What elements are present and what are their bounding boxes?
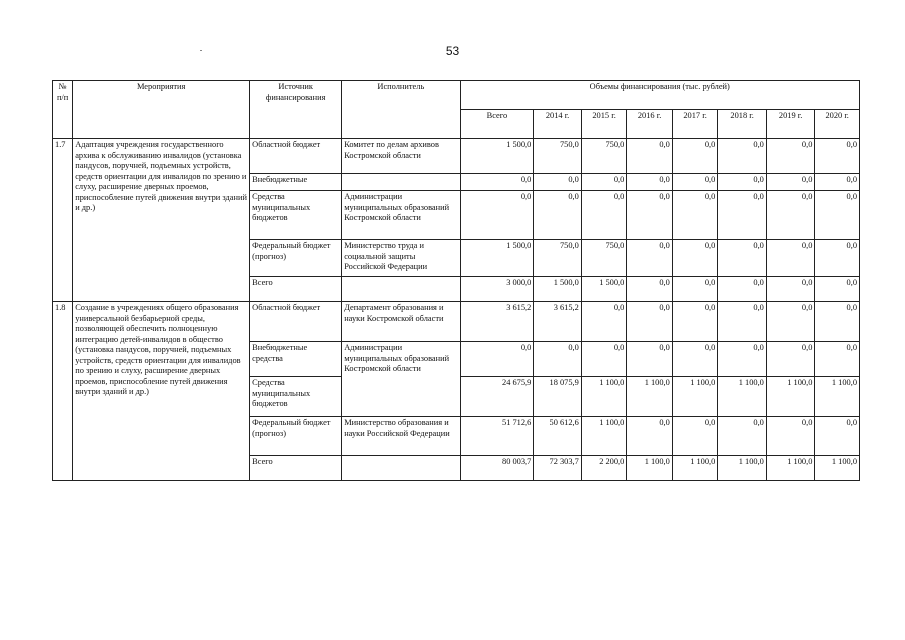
value-cell: 1 100,0 [672, 456, 718, 481]
value-cell: 0,0 [815, 139, 860, 174]
value-cell: 0,0 [718, 174, 767, 191]
funding-source: Всего [250, 277, 342, 302]
value-cell: 1 500,0 [581, 277, 627, 302]
funding-source: Всего [250, 456, 342, 481]
header-year-cell: 2014 г. [534, 110, 582, 139]
value-cell: 0,0 [766, 277, 815, 302]
funding-source: Внебюджетные [250, 174, 342, 191]
value-cell: 18 075,9 [534, 377, 582, 417]
value-cell: 0,0 [766, 302, 815, 342]
value-cell: 1 100,0 [581, 377, 627, 417]
value-cell: 3 615,2 [460, 302, 534, 342]
item-number: 1.7 [53, 139, 73, 302]
value-cell: 0,0 [718, 139, 767, 174]
value-cell: 0,0 [460, 174, 534, 191]
value-cell: 0,0 [534, 174, 582, 191]
executor: Министерство образования и науки Российской Федерации [342, 417, 460, 456]
value-cell: 3 615,2 [534, 302, 582, 342]
value-cell: 0,0 [627, 277, 673, 302]
value-cell: 1 100,0 [581, 417, 627, 456]
value-cell: 750,0 [581, 139, 627, 174]
value-cell: 0,0 [627, 240, 673, 277]
header-year-cell: 2015 г. [581, 110, 627, 139]
funding-source: Областной бюджет [250, 302, 342, 342]
value-cell: 0,0 [766, 191, 815, 240]
value-cell: 0,0 [815, 417, 860, 456]
value-cell: 0,0 [718, 342, 767, 377]
header-volumes: Объемы финансирования (тыс. рублей) [460, 81, 860, 110]
header-year-cell: 2016 г. [627, 110, 673, 139]
executor: Администрации муниципальных образований Костромской области [342, 191, 460, 240]
value-cell: 0,0 [627, 174, 673, 191]
executor: Администрации муниципальных образований Костромской области [342, 342, 460, 417]
value-cell: 1 500,0 [460, 139, 534, 174]
value-cell: 750,0 [534, 139, 582, 174]
value-cell: 0,0 [627, 342, 673, 377]
value-cell: 0,0 [672, 240, 718, 277]
financing-table [52, 80, 860, 481]
value-cell: 0,0 [815, 174, 860, 191]
scan-speck [200, 50, 202, 51]
value-cell: 1 500,0 [460, 240, 534, 277]
value-cell: 72 303,7 [534, 456, 582, 481]
value-cell: 0,0 [534, 191, 582, 240]
activity-description: Адаптация учреждения государственного архива к обслуживанию инвалидов (установка пандусов, поручней, подъемных устройств, средств ориентации для инвалидов по зрению и слуху, расширение дверных проемов, приспособление путей движения внутри зданий и др.) [73, 139, 250, 302]
funding-source: Федеральный бюджет (прогноз) [250, 417, 342, 456]
item-number: 1.8 [53, 302, 73, 481]
funding-source: Средства муниципальных бюджетов [250, 377, 342, 417]
header-row [53, 81, 860, 110]
value-cell: 0,0 [460, 342, 534, 377]
header-source: Источник финансирования [250, 81, 342, 139]
table-row [53, 139, 860, 174]
value-cell: 80 003,7 [460, 456, 534, 481]
header-year-cell: 2020 г. [815, 110, 860, 139]
value-cell: 0,0 [672, 417, 718, 456]
header-year-cell: 2017 г. [672, 110, 718, 139]
value-cell: 0,0 [672, 174, 718, 191]
value-cell: 0,0 [766, 240, 815, 277]
value-cell: 0,0 [672, 342, 718, 377]
value-cell: 50 612,6 [534, 417, 582, 456]
header-year-cell: 2018 г. [718, 110, 767, 139]
executor: Департамент образования и науки Костромской области [342, 302, 460, 342]
executor [342, 456, 460, 481]
value-cell: 0,0 [815, 240, 860, 277]
value-cell: 0,0 [534, 342, 582, 377]
value-cell: 3 000,0 [460, 277, 534, 302]
funding-source: Федеральный бюджет (прогноз) [250, 240, 342, 277]
value-cell: 0,0 [627, 302, 673, 342]
value-cell: 0,0 [672, 277, 718, 302]
value-cell: 1 100,0 [815, 456, 860, 481]
value-cell: 0,0 [718, 302, 767, 342]
value-cell: 0,0 [815, 277, 860, 302]
value-cell: 0,0 [718, 191, 767, 240]
header-year-cell: Всего [460, 110, 534, 139]
value-cell: 1 500,0 [534, 277, 582, 302]
value-cell: 0,0 [672, 191, 718, 240]
header-executor: Исполнитель [342, 81, 460, 139]
table-row [53, 302, 860, 342]
value-cell: 0,0 [815, 191, 860, 240]
executor: Министерство труда и социальной защиты Российской Федерации [342, 240, 460, 277]
activity-description: Создание в учреждениях общего образования универсальной безбарьерной среды, позволяющей обеспечить полноценную интеграцию детей-инвалидов в общество (установка пандусов, поручней, подъемных устройств, средств ориентации для инвалидов по зрению и слуху, расширение дверных проемов, приспособление путей движения внутри зданий и др.) [73, 302, 250, 481]
value-cell: 0,0 [627, 139, 673, 174]
page-number: 53 [445, 44, 460, 58]
value-cell: 0,0 [581, 302, 627, 342]
value-cell: 0,0 [718, 417, 767, 456]
value-cell: 1 100,0 [766, 377, 815, 417]
value-cell: 0,0 [581, 342, 627, 377]
value-cell: 1 100,0 [718, 456, 767, 481]
value-cell: 1 100,0 [627, 377, 673, 417]
executor [342, 277, 460, 302]
value-cell: 1 100,0 [672, 377, 718, 417]
value-cell: 0,0 [815, 342, 860, 377]
value-cell: 0,0 [460, 191, 534, 240]
value-cell: 24 675,9 [460, 377, 534, 417]
value-cell: 0,0 [672, 302, 718, 342]
funding-source: Средства муниципальных бюджетов [250, 191, 342, 240]
value-cell: 0,0 [581, 191, 627, 240]
value-cell: 1 100,0 [627, 456, 673, 481]
value-cell: 1 100,0 [766, 456, 815, 481]
executor [342, 174, 460, 191]
value-cell: 0,0 [766, 174, 815, 191]
header-num: № п/п [53, 81, 73, 139]
value-cell: 0,0 [766, 417, 815, 456]
value-cell: 2 200,0 [581, 456, 627, 481]
funding-source: Внебюджетные средства [250, 342, 342, 377]
value-cell: 0,0 [627, 417, 673, 456]
value-cell: 750,0 [581, 240, 627, 277]
value-cell: 51 712,6 [460, 417, 534, 456]
value-cell: 0,0 [766, 342, 815, 377]
value-cell: 0,0 [581, 174, 627, 191]
value-cell: 0,0 [815, 302, 860, 342]
value-cell: 0,0 [672, 139, 718, 174]
executor: Комитет по делам архивов Костромской области [342, 139, 460, 174]
value-cell: 0,0 [718, 240, 767, 277]
value-cell: 0,0 [627, 191, 673, 240]
value-cell: 1 100,0 [815, 377, 860, 417]
header-year-cell: 2019 г. [766, 110, 815, 139]
funding-source: Областной бюджет [250, 139, 342, 174]
header-activity: Мероприятия [73, 81, 250, 139]
value-cell: 1 100,0 [718, 377, 767, 417]
value-cell: 0,0 [718, 277, 767, 302]
value-cell: 750,0 [534, 240, 582, 277]
value-cell: 0,0 [766, 139, 815, 174]
